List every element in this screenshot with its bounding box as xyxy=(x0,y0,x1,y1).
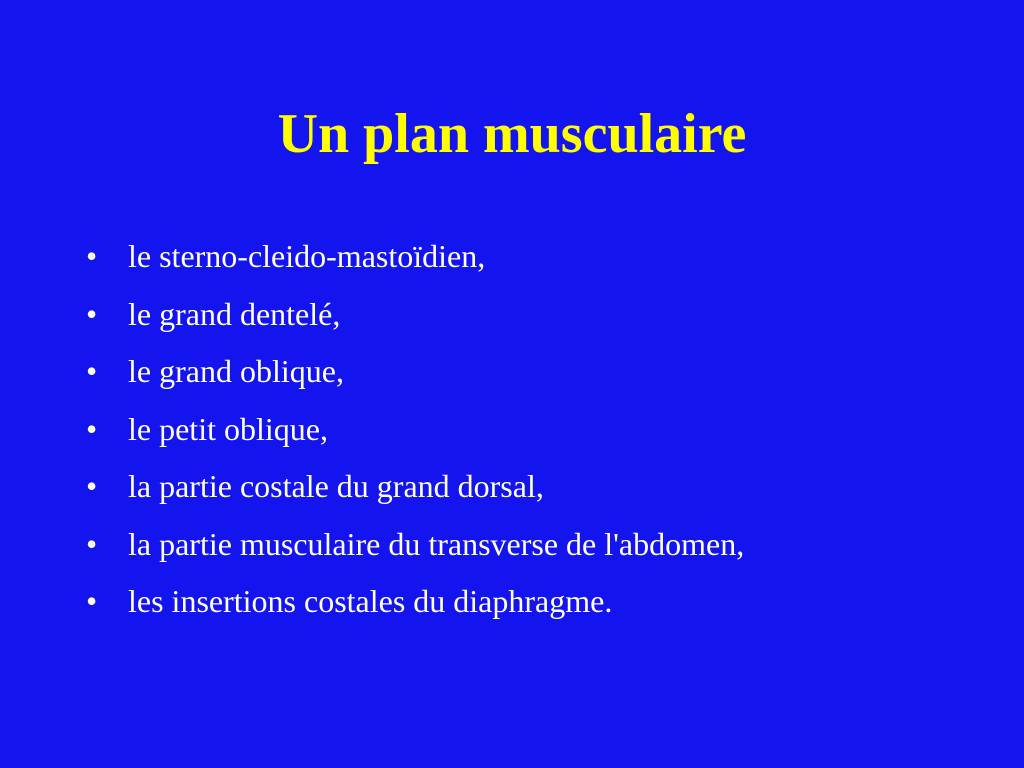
list-item-text: le grand dentelé, xyxy=(128,295,341,332)
bullet-icon: • xyxy=(86,295,98,332)
list-item-text: le grand oblique, xyxy=(128,353,344,389)
list-item-text: les insertions costales du diaphragme. xyxy=(128,583,613,619)
list-item-text: la partie musculaire du transverse de l'abdomen, xyxy=(128,525,745,562)
bullet-list xyxy=(84,232,984,635)
list-item xyxy=(84,347,984,405)
list-item xyxy=(84,405,984,463)
list-item-text: le sterno-cleido-mastoïdien, xyxy=(128,238,486,274)
bullet-icon: • xyxy=(86,238,98,274)
bullet-icon: • xyxy=(86,468,98,504)
bullet-icon: • xyxy=(86,353,98,389)
list-item xyxy=(84,577,984,635)
bullet-icon: • xyxy=(86,410,98,447)
bullet-icon: • xyxy=(86,525,98,562)
list-item xyxy=(84,232,984,290)
list-item-text: le petit oblique, xyxy=(128,410,328,447)
list-item xyxy=(84,290,984,348)
bullet-icon: • xyxy=(86,583,98,619)
list-item-text: la partie costale du grand dorsal, xyxy=(128,468,544,504)
slide-title: Un plan musculaire xyxy=(277,103,747,165)
list-item xyxy=(84,520,984,578)
list-item xyxy=(84,462,984,520)
